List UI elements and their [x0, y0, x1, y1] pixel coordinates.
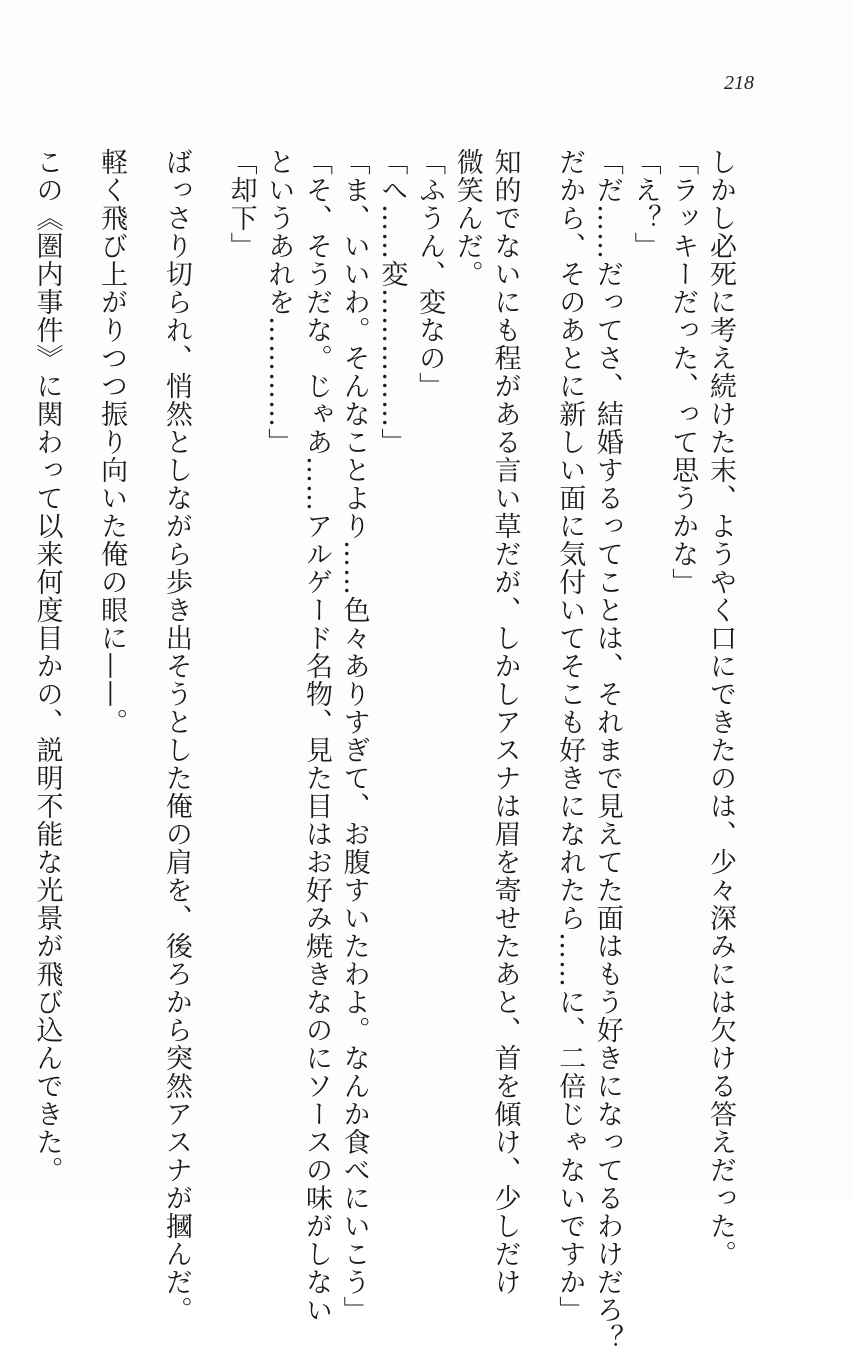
text-line: 「そ、そうだな。じゃあ……アルゲード名物、見た目はお好み焼きなのにソースの味がしない: [300, 148, 332, 1324]
text-line: 軽く飛び上がりつつ振り向いた俺の眼に——。: [96, 148, 128, 736]
text-line: ばっさり切られ、悄然としながら歩き出そうとした俺の肩を、後ろから突然アスナが摑んだ。: [160, 148, 192, 1324]
text-line: 「へ……変……………」: [376, 148, 408, 456]
page-number: 218: [724, 72, 754, 94]
text-line: というあれを…………」: [263, 148, 295, 456]
text-line: 「ふうん、変なの」: [414, 148, 446, 400]
vertical-text-body: [0, 148, 766, 1352]
text-line: だから、そのあとに新しい面に気付いてそこも好きになれたら……に、二倍じゃないですか」: [554, 148, 586, 1324]
text-line: 「却下」: [225, 148, 257, 260]
text-line: 微笑んだ。: [451, 148, 483, 288]
text-line: 「ま、いいわ。そんなことより……色々ありすぎて、お腹すいたわよ。なんか食べにいこう」: [338, 148, 370, 1324]
text-line: 知的でないにも程がある言い草だが、しかしアスナは眉を寄せたあと、首を傾け、少しだけ: [489, 148, 521, 1296]
text-line: 「ラッキーだった、って思うかな」: [667, 148, 699, 596]
text-line: しかし必死に考え続けた末、ようやく口にできたのは、少々深みには欠ける答えだった。: [705, 148, 736, 1268]
text-line: 「だ……だってさ、結婚するってことは、それまで見えてた面はもう好きになってるわけだろ？: [591, 148, 623, 1352]
text-line: [0, 148, 28, 1128]
text-line: 「え？」: [629, 148, 661, 260]
text-line: この《圏内事件》に関わって以来何度目かの、説明不能な光景が飛び込んできた。: [31, 148, 63, 1184]
